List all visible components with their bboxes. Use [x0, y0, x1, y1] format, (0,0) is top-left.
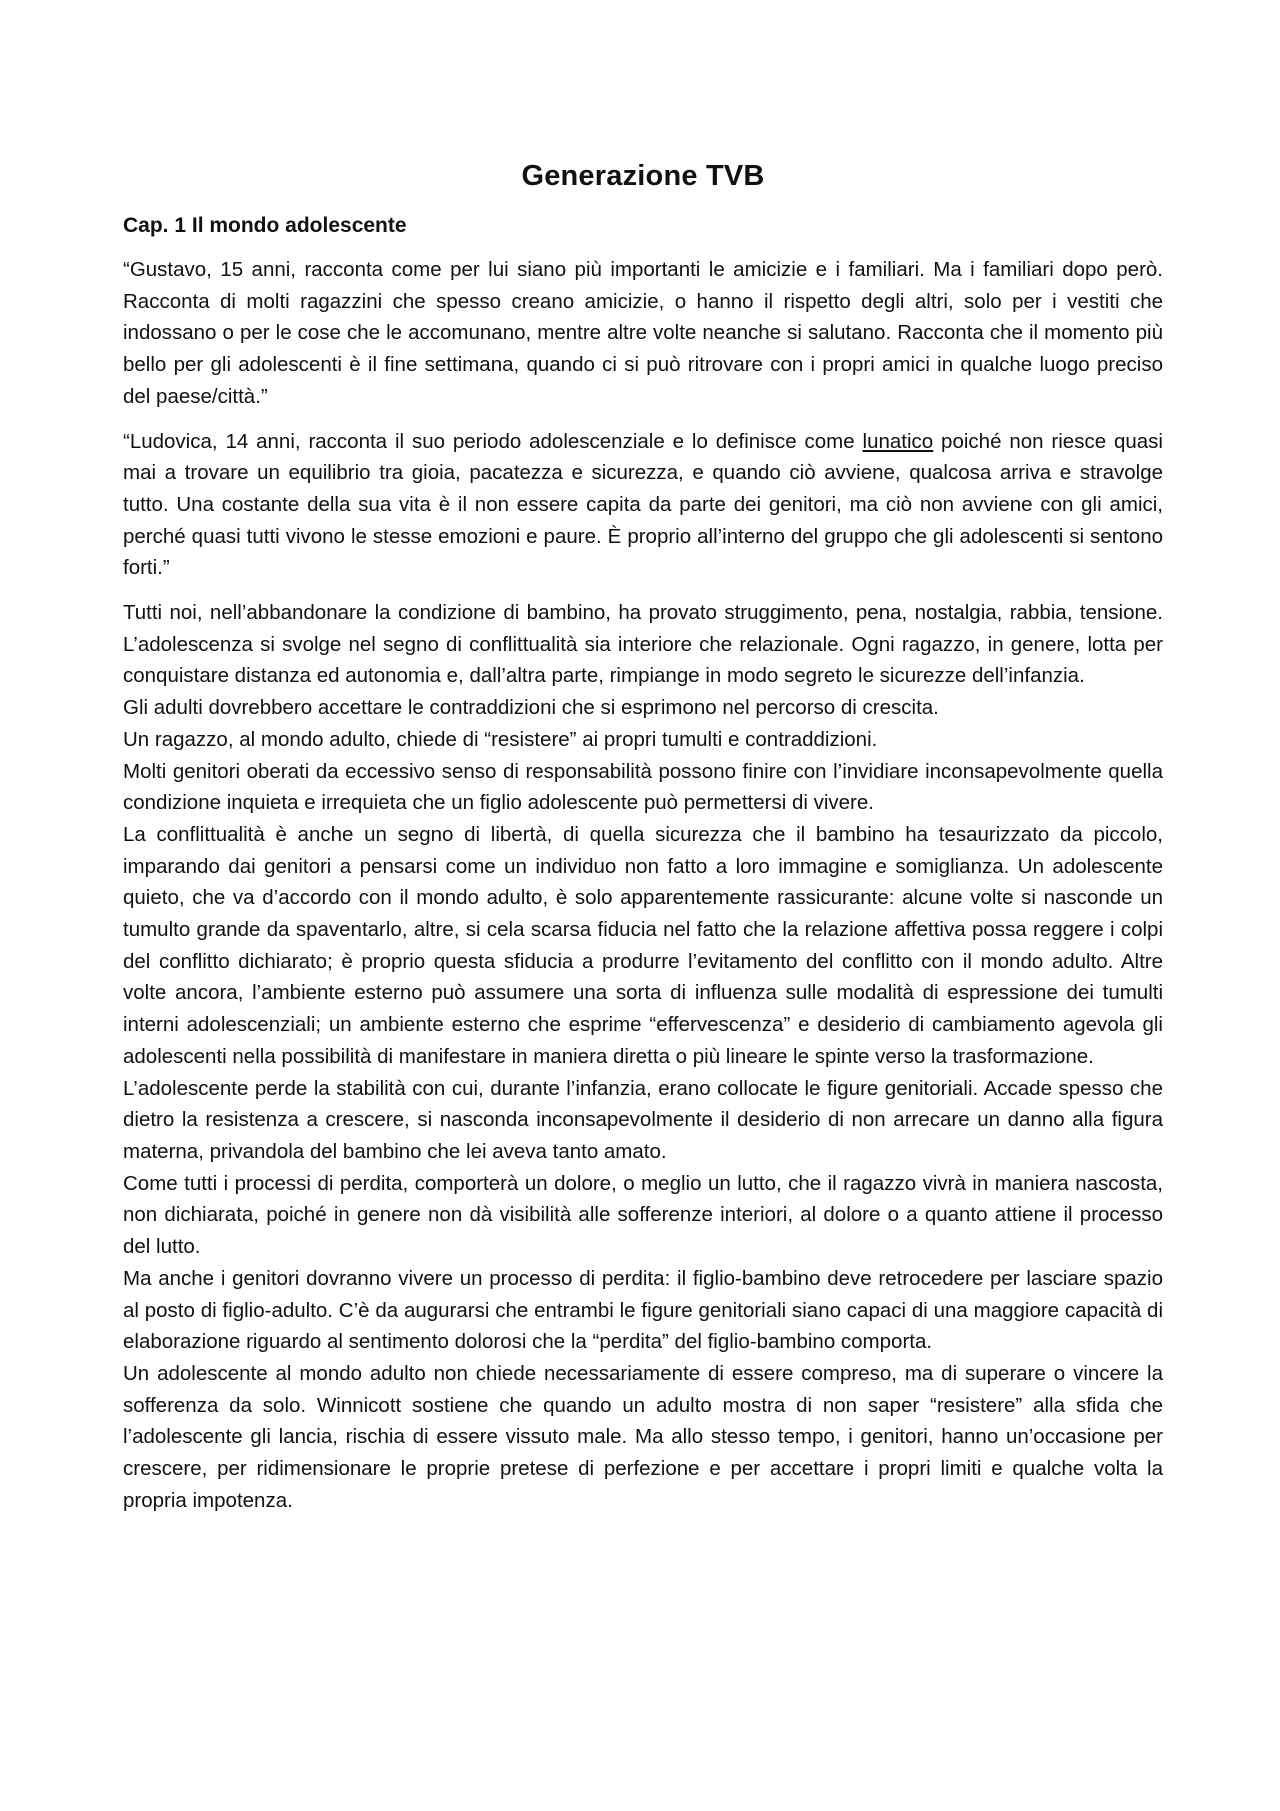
quote-paragraph-gustavo: “Gustavo, 15 anni, racconta come per lui siano più importanti le amicizie e i familiari. Ma i familiari dopo però. Racconta di molti ragazzini che spesso creano amicizie, o hanno il rispetto degli altri, solo per i vestiti che indossano o per le cose che le accomunano, mentre altre volte neanche si salutano. Racconta che il momento più bello per gli adolescenti è il fine settimana, quando ci si può ritrovare con i propri amici in qualche luogo preciso del paese/città.”: [123, 258, 1163, 408]
body-paragraph: Un ragazzo, al mondo adulto, chiede di “resistere” ai propri tumulti e contraddizioni.: [123, 727, 878, 751]
body-paragraph: Molti genitori oberati da eccessivo senso di responsabilità possono finire con l’invidiare inconsapevolmente quella condizione inquieta e irrequieta che un figlio adolescente può permettersi di vivere.: [123, 759, 1163, 815]
body-paragraph: L’adolescente perde la stabilità con cui, durante l’infanzia, erano collocate le figure genitoriali. Accade spesso che dietro la resistenza a crescere, si nasconda inconsapevolmente il desiderio di non arrecare un danno alla figura materna, privandola del bambino che lei aveva tanto amato.: [123, 1076, 1163, 1163]
quote-text-after: poiché non riesce quasi mai a trovare un equilibrio tra gioia, pacatezza e sicurezza, e quando ciò avviene, qualcosa arriva e stravolge tutto. Una costante della sua vita è il non essere capita da parte dei genitori, ma ciò non avviene con gli amici, perché quasi tutti vivono le stesse emozioni e paure. È proprio all’interno del gruppo che gli adolescenti si sentono forti.”: [123, 429, 1163, 580]
body-paragraph: Tutti noi, nell’abbandonare la condizione di bambino, ha provato struggimento, pena, nostalgia, rabbia, tensione. L’adolescenza si svolge nel segno di conflittualità sia interiore che relazionale. Ogni ragazzo, in genere, lotta per conquistare distanza ed autonomia e, dall’altra parte, rimpiange in modo segreto le sicurezze dell’infanzia.: [123, 601, 1163, 688]
quote-paragraph-ludovica: [123, 426, 1163, 585]
underlined-word: lunatico: [862, 429, 934, 453]
body-paragraph: La conflittualità è anche un segno di libertà, di quella sicurezza che il bambino ha tesaurizzato da piccolo, imparando dai genitori a pensarsi come un individuo non fatto a loro immagine e somiglianza. Un adolescente quieto, che va d’accordo con il mondo adulto, è solo apparentemente rassicurante: alcune volte si nasconde un tumulto grande da spaventarlo, altre, si cela scarsa fiducia nel fatto che la relazione affettiva possa reggere i colpi del conflitto dichiarato; è proprio questa sfiducia a produrre l’evitamento del conflitto con il mondo adulto. Altre volte ancora, l’ambiente esterno può assumere una sorta di influenza sulle modalità di espressione dei tumulti interni adolescenziali; un ambiente esterno che esprime “effervescenza” e desiderio di cambiamento agevola gli adolescenti nella possibilità di manifestare in maniera diretta o più lineare le spinte verso la trasformazione.: [123, 822, 1163, 1068]
document-page: [123, 158, 1163, 1516]
body-paragraph: Un adolescente al mondo adulto non chiede necessariamente di essere compreso, ma di superare o vincere la sofferenza da solo. Winnicott sostiene che quando un adulto mostra di non saper “resistere” alla sfida che l’adolescente gli lancia, rischia di essere vissuto male. Ma allo stesso tempo, i genitori, hanno un’occasione per crescere, per ridimensionare le proprie pretese di perfezione e per accettare i propri limiti e qualche volta la propria impotenza.: [123, 1361, 1163, 1512]
body-paragraph: Come tutti i processi di perdita, comporterà un dolore, o meglio un lutto, che il ragazzo vivrà in maniera nascosta, non dichiarata, poiché in genere non dà visibilità alle sofferenze interiori, al dolore o a quanto attiene il processo del lutto.: [123, 1171, 1163, 1259]
document-title: Generazione TVB: [521, 160, 765, 192]
quote-text-before: “Ludovica, 14 anni, racconta il suo periodo adolescenziale e lo definisce come: [123, 429, 863, 453]
chapter-heading: Cap. 1 Il mondo adolescente: [123, 214, 407, 237]
body-paragraph: Gli adulti dovrebbero accettare le contraddizioni che si esprimono nel percorso di crescita.: [123, 696, 939, 720]
body-paragraph: Ma anche i genitori dovranno vivere un processo di perdita: il figlio-bambino deve retrocedere per lasciare spazio al posto di figlio-adulto. C’è da augurarsi che entrambi le figure genitoriali siano capaci di una maggiore capacità di elaborazione riguardo al sentimento dolorosi che la “perdita” del figlio-bambino comporta.: [123, 1266, 1163, 1354]
